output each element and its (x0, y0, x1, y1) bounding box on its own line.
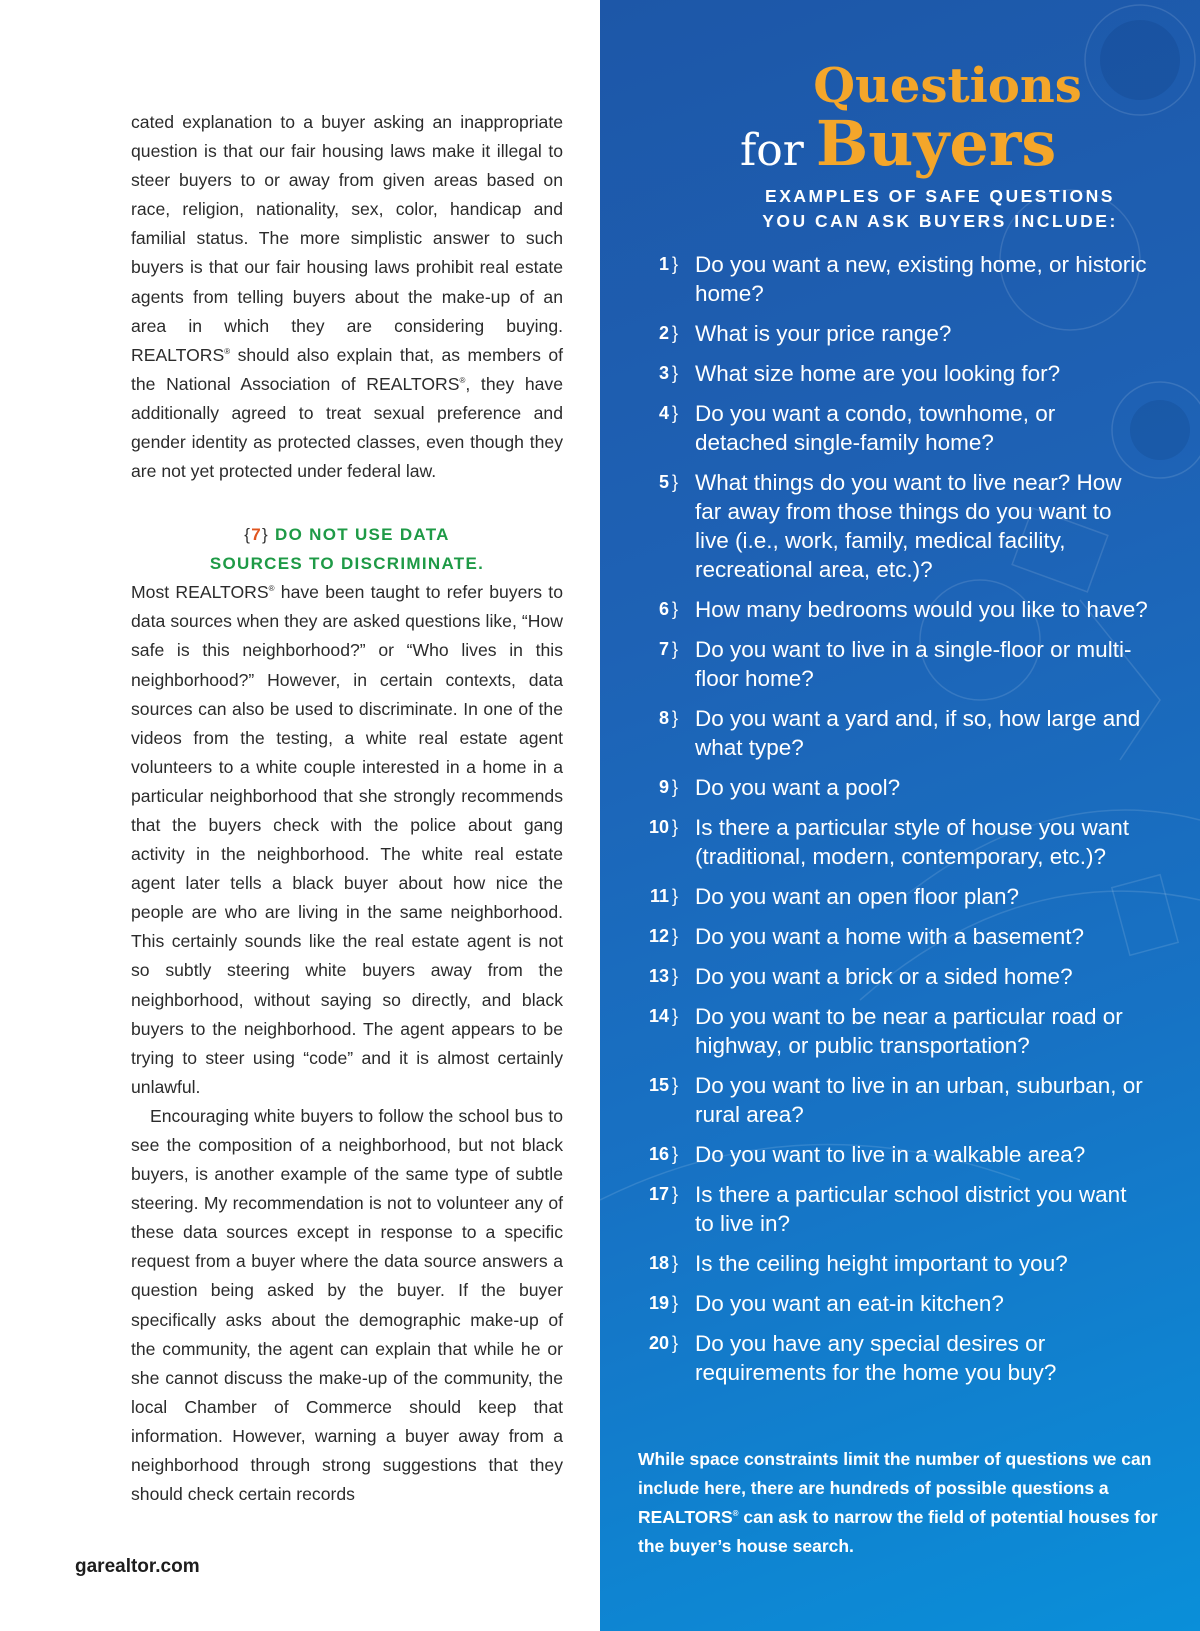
sidebar-title-questions: Questions (813, 58, 1082, 114)
question-text: Do you want an open floor plan? (695, 884, 1019, 909)
question-number: 16 } (648, 1144, 678, 1164)
question-number: 10 } (648, 817, 678, 837)
sidebar-subtitle: EXAMPLES OF SAFE QUESTIONS YOU CAN ASK BUYERS INCLUDE: (762, 186, 1118, 231)
questions-sidebar (600, 0, 1200, 1631)
question-item (630, 1289, 1200, 1318)
question-text: What size home are you looking for? (695, 361, 1061, 386)
question-text: Do you want to live in an urban, suburban, or rural area? (695, 1073, 1143, 1127)
sidebar-closing-note: While space constraints limit the number of questions we can include here, there are hundreds of possible questions a REALTORS® can ask to narrow the field of potential houses for the buyer’s house search. (638, 1449, 1158, 1556)
question-text: Is there a particular school district you want to live in? (695, 1182, 1127, 1236)
question-text: Do you want a new, existing home, or historic home? (695, 252, 1147, 306)
question-number: 1 } (658, 254, 678, 274)
question-item (630, 319, 1200, 348)
question-number: 13 } (648, 966, 678, 986)
question-number: 19 } (648, 1293, 678, 1313)
question-number: 15 } (648, 1075, 678, 1095)
question-number: 11 } (649, 886, 678, 906)
question-item (630, 1071, 1200, 1129)
question-text: Is the ceiling height important to you? (695, 1251, 1068, 1276)
question-item (630, 922, 1200, 951)
section-number: 7 (251, 525, 263, 545)
question-text: Do you want to live in a single-floor or multi-floor home? (695, 637, 1132, 691)
question-text: Do you want a yard and, if so, how large and what type? (695, 706, 1141, 760)
question-number: 4 } (658, 403, 678, 423)
question-item (630, 773, 1200, 802)
question-number: 20 } (648, 1333, 678, 1353)
question-text: Is there a particular style of house you want (traditional, modern, contemporary, etc.)? (695, 815, 1129, 869)
question-item (630, 962, 1200, 991)
article-paragraph: cated explanation to a buyer asking an inappropriate question is that our fair housing laws make it illegal to steer buyers to or away from given areas based on race, religion, nationality, sex, color, handicap and familial status. The more simplistic answer to such buyers is that our fair housing laws prohibit real estate agents from telling buyers about the make-up of an area in which they are considering buying. REALTORS® should also explain that, as members of the National Association of REALTORS®, they have additionally agreed to treat sexual preference and gender identity as protected classes, even though they are not yet protected under federal law. (131, 112, 563, 482)
question-item (630, 1249, 1200, 1278)
question-text: Do you want a brick or a sided home? (695, 964, 1073, 989)
question-number: 6 } (658, 599, 678, 619)
question-text: Do you want to live in a walkable area? (695, 1142, 1086, 1167)
question-number: 18 } (648, 1253, 678, 1273)
question-text: How many bedrooms would you like to have? (695, 597, 1148, 622)
question-item (630, 1329, 1200, 1387)
question-number: 8 } (658, 708, 678, 728)
question-text: Do you want a pool? (695, 775, 901, 800)
question-number: 3 } (658, 363, 678, 383)
question-item (630, 1180, 1200, 1238)
question-item (630, 359, 1200, 388)
question-number: 5 } (658, 472, 678, 492)
sidebar-title-for-buyers: for Buyers (740, 107, 1057, 180)
question-item (630, 635, 1200, 693)
questions-list (630, 250, 1200, 1398)
question-text: Do you want an eat-in kitchen? (695, 1291, 1004, 1316)
question-text: Do you want a condo, townhome, or detached single-family home? (695, 401, 1056, 455)
question-number: 7 } (658, 639, 678, 659)
question-item (630, 250, 1200, 308)
question-item (630, 704, 1200, 762)
question-number: 14 } (648, 1006, 678, 1026)
article-paragraph: Encouraging white buyers to follow the school bus to see the composition of a neighborhood, but not black buyers, is another example of the same type of subtle steering. My recommendation is not to volunteer any of these data sources except in response to a specific request from a buyer where the data source answers a question being asked by the buyer. If the buyer specifically asks about the demographic make-up of the community, the agent can explain that while he or she cannot discuss the make-up of the community, the local Chamber of Commerce should keep that information. However, warning a buyer away from a neighborhood through strong suggestions that they should check certain records (131, 1105, 563, 1505)
question-text: Do you have any special desires or requirements for the home you buy? (695, 1331, 1057, 1385)
question-item (630, 399, 1200, 457)
question-item (630, 882, 1200, 911)
question-text: Do you want to be near a particular road or highway, or public transportation? (695, 1004, 1123, 1058)
footer-website: garealtor.com (75, 1556, 200, 1577)
question-item (630, 468, 1200, 584)
question-number: 12 } (648, 926, 678, 946)
question-text: What things do you want to live near? How far away from those things do you want to live (i.e., work, family, medical facility, recreational area, etc.)? (695, 470, 1122, 582)
article-paragraph: Most REALTORS® have been taught to refer buyers to data sources when they are asked questions like, “How safe is this neighborhood?” or “Who lives in this neighborhood?” However, in certain contexts, data sources can also be used to discriminate. In one of the videos from the testing, a white real estate agent volunteers to a white couple interested in a home in a particular neighborhood that she strongly recommends that the buyers check with the police about gang activity in the neighborhood. The white real estate agent later tells a black buyer about how nice the people are who are living in the same neighborhood. This certainly sounds like the real estate agent is not so subtly steering white buyers away from the neighborhood, without saying so directly, and black buyers to the neighborhood. The agent appears to be trying to steer using “code” and it is almost certainly unlawful. (131, 582, 563, 1097)
question-text: Do you want a home with a basement? (695, 924, 1084, 949)
question-text: What is your price range? (695, 321, 952, 346)
section-heading: {7} DO NOT USE DATA SOURCES TO DISCRIMINATE. (209, 525, 485, 574)
question-item (630, 813, 1200, 871)
question-number: 2 } (658, 323, 678, 343)
question-item (630, 595, 1200, 624)
question-item (630, 1140, 1200, 1169)
article-body (131, 108, 563, 1509)
question-number: 9 } (658, 777, 678, 797)
question-item (630, 1002, 1200, 1060)
question-number: 17 } (648, 1184, 678, 1204)
